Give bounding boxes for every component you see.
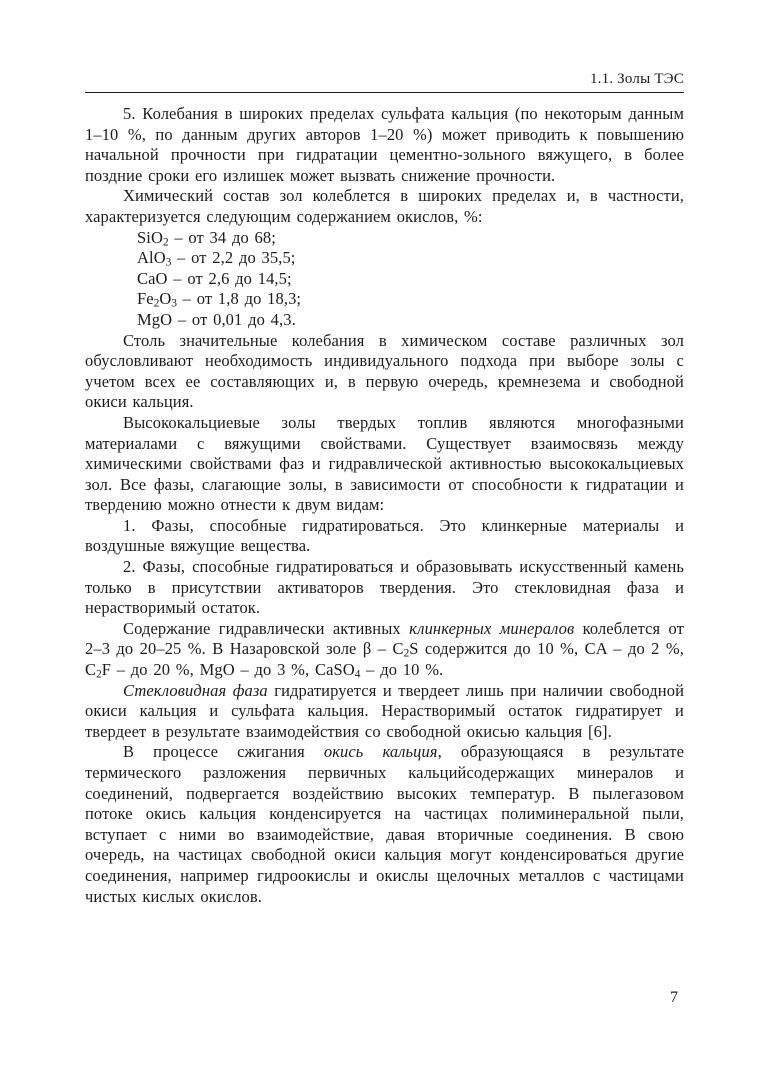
subscript: 3	[171, 297, 177, 310]
italic-text-run: окись кальция	[323, 742, 438, 762]
subscript: 2	[403, 647, 410, 660]
text-run: колеблется от 2–3 до 20–25 %. В Назаровской золе β – C	[85, 618, 684, 659]
text-run: O	[159, 289, 172, 309]
subscript: 2	[162, 236, 169, 249]
subscript: 2	[153, 297, 160, 310]
text-run: Высококальциевые золы твердых топлив являются многофазными материалами с вяжущими свойствами. Существует взаимосвязь между химическими свойствами фаз и гидравлической активностью высококальциевых зол. Все фазы, слагающие золы, в зависимости от способности к гидратации и твердению можно отнести к двум видам:	[85, 412, 684, 515]
paragraph	[85, 331, 684, 413]
paragraph	[85, 681, 684, 743]
subscript: 4	[354, 668, 361, 681]
paragraph	[85, 186, 684, 227]
text-run: , образующаяся в результате термического разложения первичных кальцийсодержащих минералов и соединений, подвергается воздействию высоких температур. В пылегазовом потоке окись кальция конденсируется на частицах полиминеральной пыли, вступает с ними во взаимодействие, давая вторичные соединения. В свою очередь, на частицах свободной окиси кальция могут конденсироваться другие соединения, например гидроокислы и окислы щелочных металлов с частицами чистых кислых окислов.	[85, 742, 685, 906]
text-run: Столь значительные колебания в химическом составе различных зол обусловливают необходимость индивидуального подхода при выборе золы с учетом всех ее составляющих и, в первую очередь, кремнезема и свободной окиси кальция.	[85, 330, 684, 412]
italic-text-run: клинкерных минералов	[409, 618, 575, 638]
chem-formula-line	[85, 310, 684, 331]
paragraph	[85, 619, 684, 681]
page-number: 7	[670, 989, 678, 1006]
italic-text-run: Стекловидная фаза	[123, 680, 268, 700]
text-run: – от 34 до 68;	[168, 227, 276, 247]
body-text	[85, 104, 684, 907]
text-run: гидратируется и твердеет лишь при наличии свободной окиси кальция и сульфата кальция. Нерастворимый остаток гидратирует и твердеет в результате взаимодействия со свободной окисью кальция [6].	[85, 680, 684, 741]
paragraph	[85, 413, 684, 516]
text-run: Содержание гидравлически активных	[123, 618, 410, 638]
paragraph	[85, 516, 684, 557]
running-head: 1.1. Золы ТЭС	[589, 71, 684, 87]
chem-formula-line	[85, 269, 684, 290]
text-run: 1. Фазы, способные гидратироваться. Это клинкерные материалы и воздушные вяжущие вещества.	[85, 515, 684, 556]
text-run: – от 1,8 до 18,3;	[176, 289, 302, 309]
paragraph	[85, 557, 684, 619]
text-run: 2. Фазы, способные гидратироваться и образовывать искусственный камень только в присутствии активаторов твердения. Это стекловидная фаза и нерастворимый остаток.	[85, 557, 684, 618]
paragraph	[85, 742, 684, 907]
text-run: 5. Колебания в широких пределах сульфата кальция (по некоторым данным 1–10 %, по данным других авторов 1–20 %) может приводить к повышению начальной прочности при гидратации цементно-зольного вяжущего, в более поздние сроки его излишек может вызвать снижение прочности.	[85, 104, 684, 185]
text-run: CaO – от 2,6 до 14,5;	[137, 268, 292, 288]
chem-formula-line	[85, 289, 684, 310]
text-run: SiO	[137, 227, 163, 247]
text-run: – до 10 %.	[360, 660, 444, 680]
header-rule-divider	[85, 92, 684, 93]
text-run: F – до 20 %, MgO – до 3 %, CaSO	[101, 660, 355, 680]
chem-formula-line	[85, 228, 684, 249]
text-run: Химический состав зол колеблется в широких пределах и, в частности, характеризуется следующим содержанием окислов, %:	[85, 186, 684, 226]
chem-formula-line	[85, 248, 684, 269]
text-run: – от 2,2 до 35,5;	[171, 248, 296, 268]
paragraph	[85, 104, 684, 186]
subscript: 2	[96, 668, 102, 681]
text-run: В процессе сжигания	[123, 742, 324, 762]
text-run: Fe	[137, 289, 154, 309]
subscript: 3	[165, 256, 172, 269]
text-run: AlO	[137, 248, 166, 268]
text-run: MgO – от 0,01 до 4,3.	[137, 309, 296, 329]
text-run: S содержится до 10 %, CA – до 2 %, C	[85, 639, 684, 680]
